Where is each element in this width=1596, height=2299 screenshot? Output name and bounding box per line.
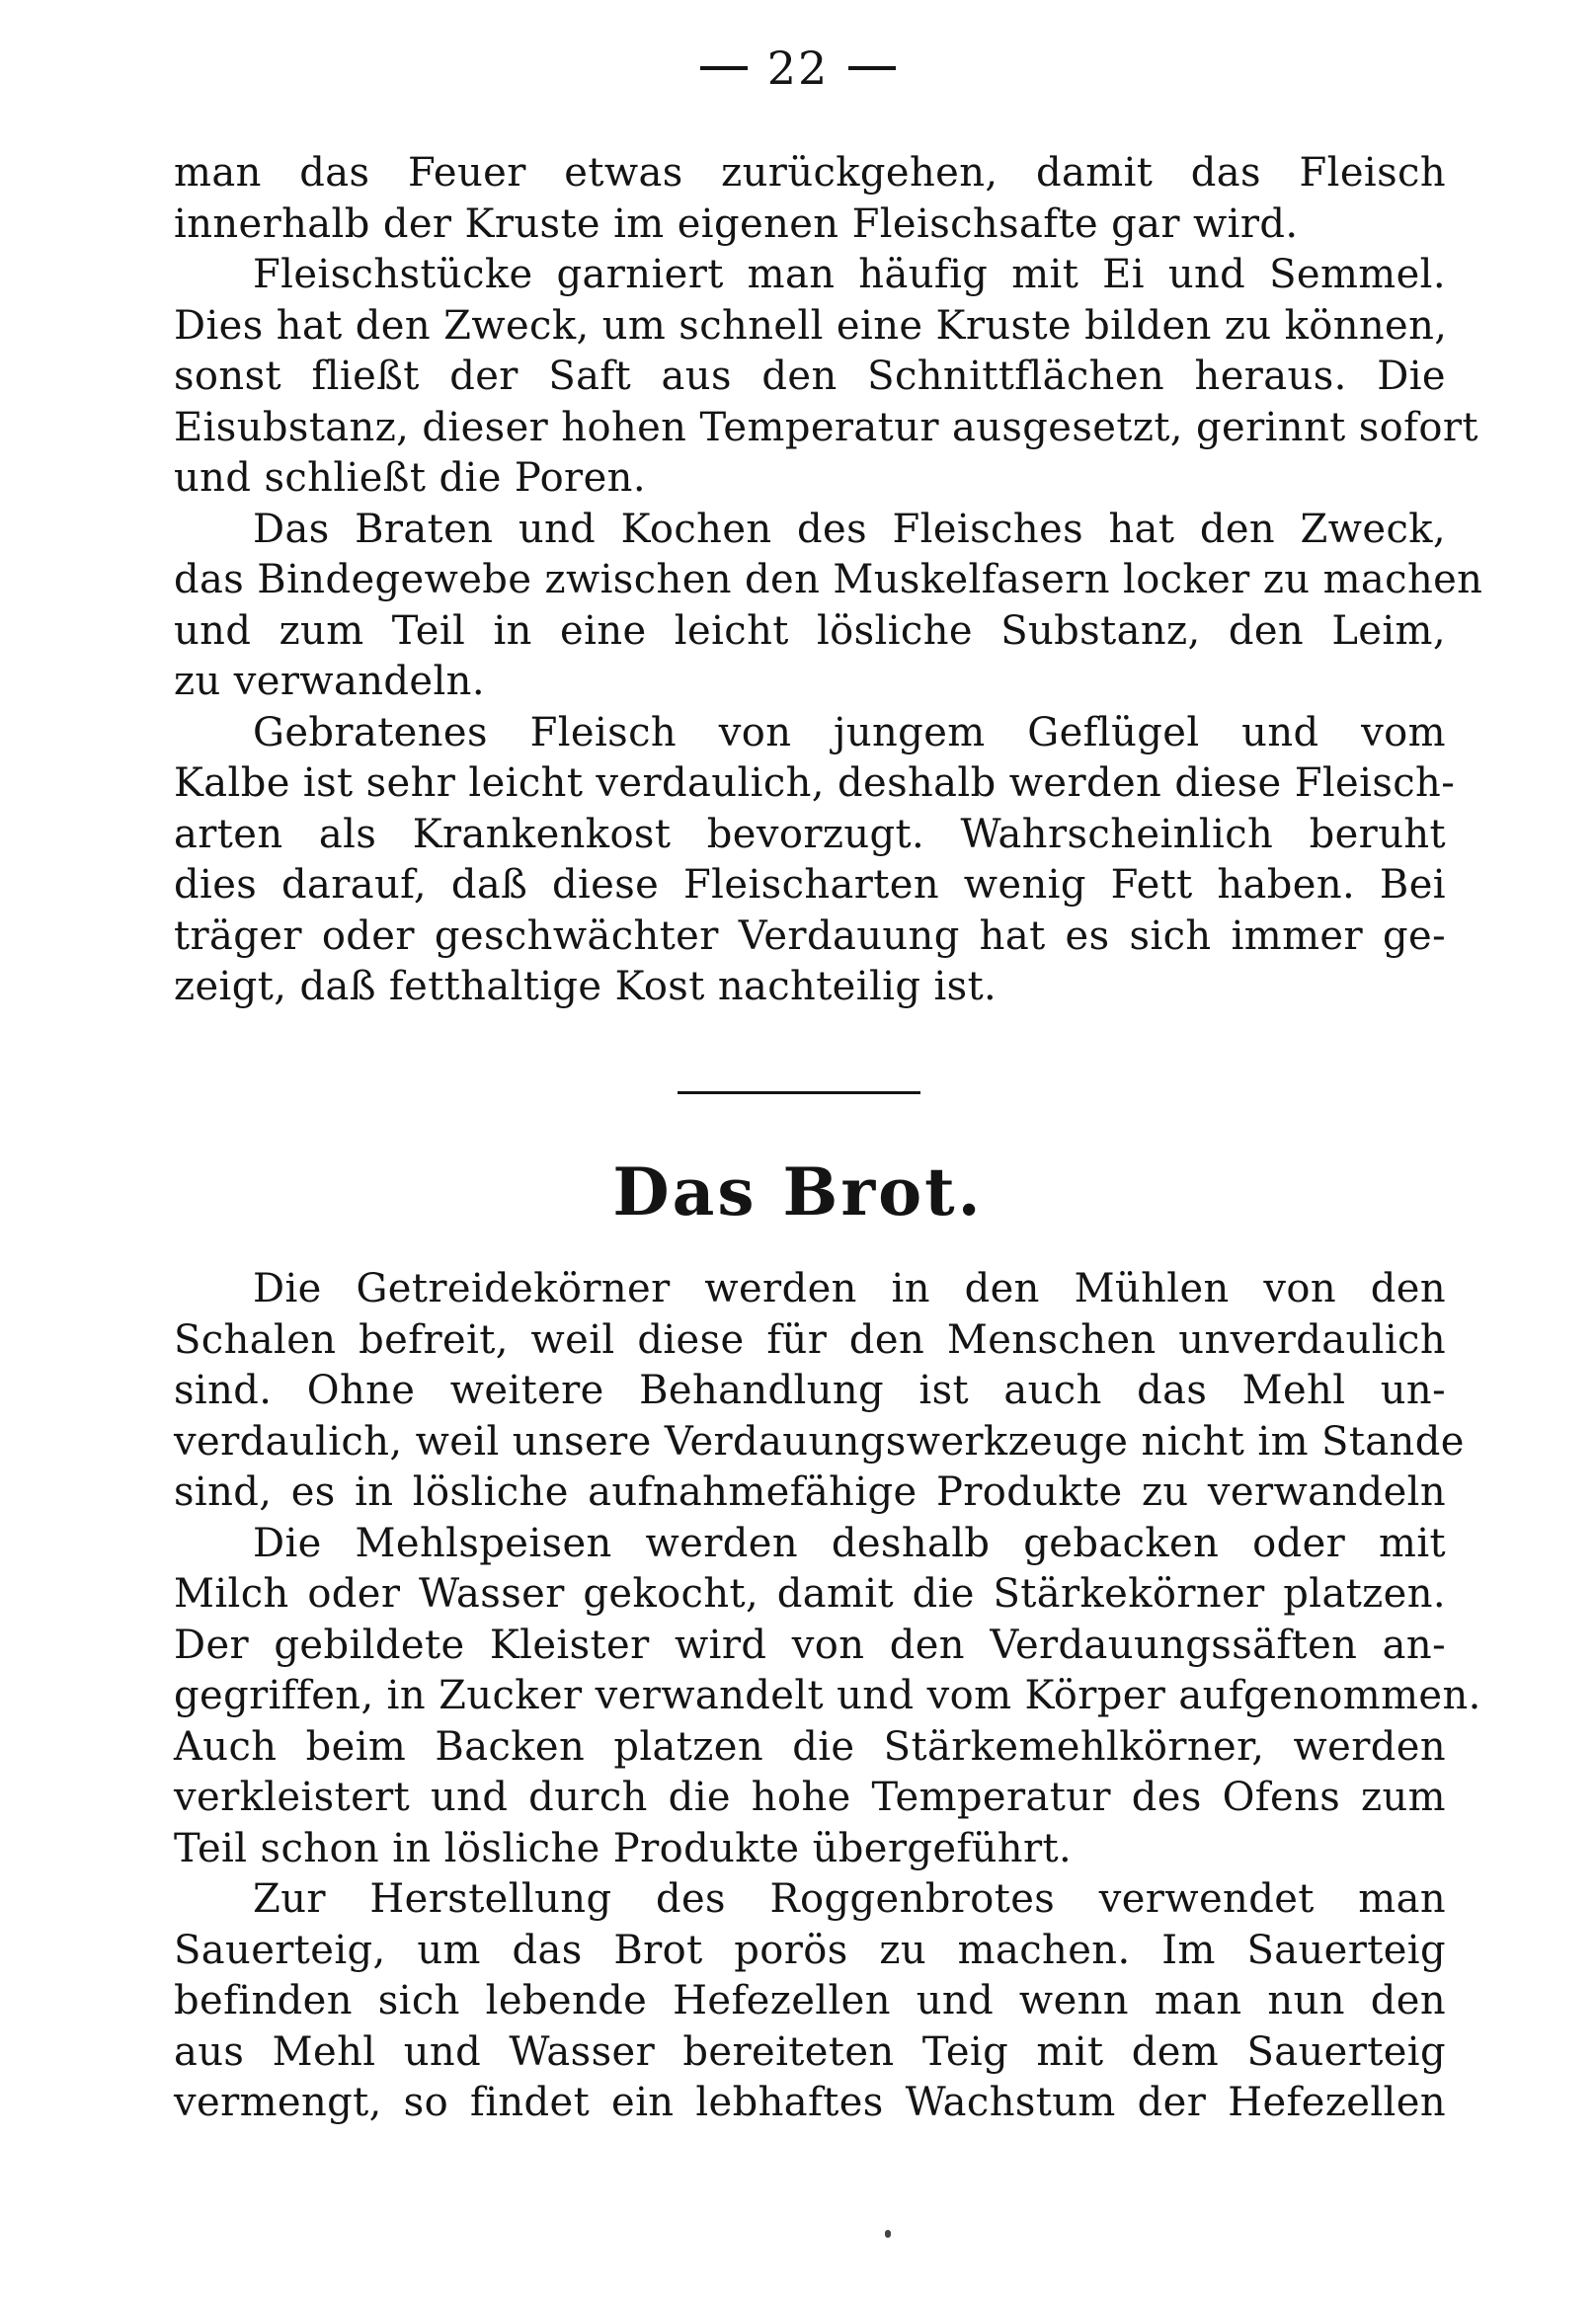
- text-line: Auch beim Backen platzen die Stärkemehlkörner, werden: [174, 1723, 1446, 1770]
- text-line: Gebratenes Fleisch von jungem Geflügel und vom: [253, 709, 1446, 755]
- ink-speck: [885, 2230, 891, 2238]
- text-line: aus Mehl und Wasser bereiteten Teig mit dem Sauerteig: [174, 2028, 1446, 2075]
- text-line: dies darauf, daß diese Fleischarten wenig Fett haben. Bei: [174, 862, 1446, 908]
- text-line: und zum Teil in eine leicht lösliche Substanz, den Leim,: [174, 607, 1446, 654]
- text-line: Kalbe ist sehr leicht verdaulich, deshalb werden diese Fleisch-: [174, 760, 1456, 806]
- text-line: arten als Krankenkost bevorzugt. Wahrscheinlich beruht: [174, 811, 1446, 857]
- section-divider: [678, 1091, 920, 1094]
- text-line: Teil schon in lösliche Produkte übergeführt.: [174, 1825, 1073, 1871]
- text-block-meat: [174, 148, 1483, 1013]
- text-line: gegriffen, in Zucker verwandelt und vom Körper aufgenommen.: [174, 1673, 1481, 1718]
- text-block-bread: [174, 1264, 1481, 2129]
- text-line: verdaulich, weil unsere Verdauungswerkzeuge nicht im Stande: [174, 1418, 1465, 1465]
- page-header: [0, 41, 1596, 95]
- text-line: verkleistert und durch die hohe Temperatur des Ofens zum: [174, 1775, 1446, 1820]
- text-line: das Bindegewebe zwischen den Muskelfasern locker zu machen: [174, 557, 1483, 602]
- text-line: innerhalb der Kruste im eigenen Fleischsafte gar wird.: [174, 200, 1299, 247]
- header-dash-left: [700, 66, 748, 70]
- page-number: 22: [766, 41, 830, 95]
- text-line: Dies hat den Zweck, um schnell eine Kruste bilden zu können,: [174, 302, 1448, 349]
- text-line: man das Feuer etwas zurückgehen, damit das Fleisch: [174, 150, 1446, 196]
- text-line: Zur Herstellung des Roggenbrotes verwendet man: [253, 1876, 1446, 1922]
- text-line: sonst fließt der Saft aus den Schnittflächen heraus. Die: [174, 354, 1446, 399]
- text-line: träger oder geschwächter Verdauung hat es sich immer ge-: [174, 912, 1446, 959]
- text-line: sind, es in lösliche aufnahmefähige Produkte zu verwandeln: [174, 1469, 1446, 1515]
- text-line: Die Mehlspeisen werden deshalb gebacken oder mit: [253, 1520, 1446, 1566]
- text-line: Sauerteig, um das Brot porös zu machen. Im Sauerteig: [174, 1927, 1446, 1973]
- text-line: Das Braten und Kochen des Fleisches hat den Zweck,: [253, 506, 1446, 552]
- text-line: Milch oder Wasser gekocht, damit die Stärkekörner platzen.: [174, 1571, 1446, 1617]
- text-line: Fleischstücke garniert man häufig mit Ei und Semmel.: [253, 252, 1446, 297]
- text-line: zeigt, daß fetthaltige Kost nachteilig ist.: [174, 964, 998, 1009]
- text-line: sind. Ohne weitere Behandlung ist auch das Mehl un-: [174, 1368, 1446, 1413]
- header-dash-right: [848, 66, 896, 70]
- text-line: zu verwandeln.: [174, 659, 485, 704]
- text-line: befinden sich lebende Hefezellen und wenn man nun den: [174, 1978, 1446, 2023]
- text-line: Eisubstanz, dieser hohen Temperatur ausgesetzt, gerinnt sofort: [174, 404, 1478, 450]
- text-line: vermengt, so findet ein lebhaftes Wachstum der Hefezellen: [174, 2080, 1446, 2125]
- text-line: und schließt die Poren.: [174, 455, 646, 501]
- section-title: Das Brot.: [612, 1153, 984, 1230]
- text-line: Der gebildete Kleister wird von den Verdauungssäften an-: [174, 1622, 1446, 1668]
- text-line: Die Getreidekörner werden in den Mühlen von den: [253, 1266, 1446, 1311]
- text-line: Schalen befreit, weil diese für den Menschen unverdaulich: [174, 1316, 1446, 1363]
